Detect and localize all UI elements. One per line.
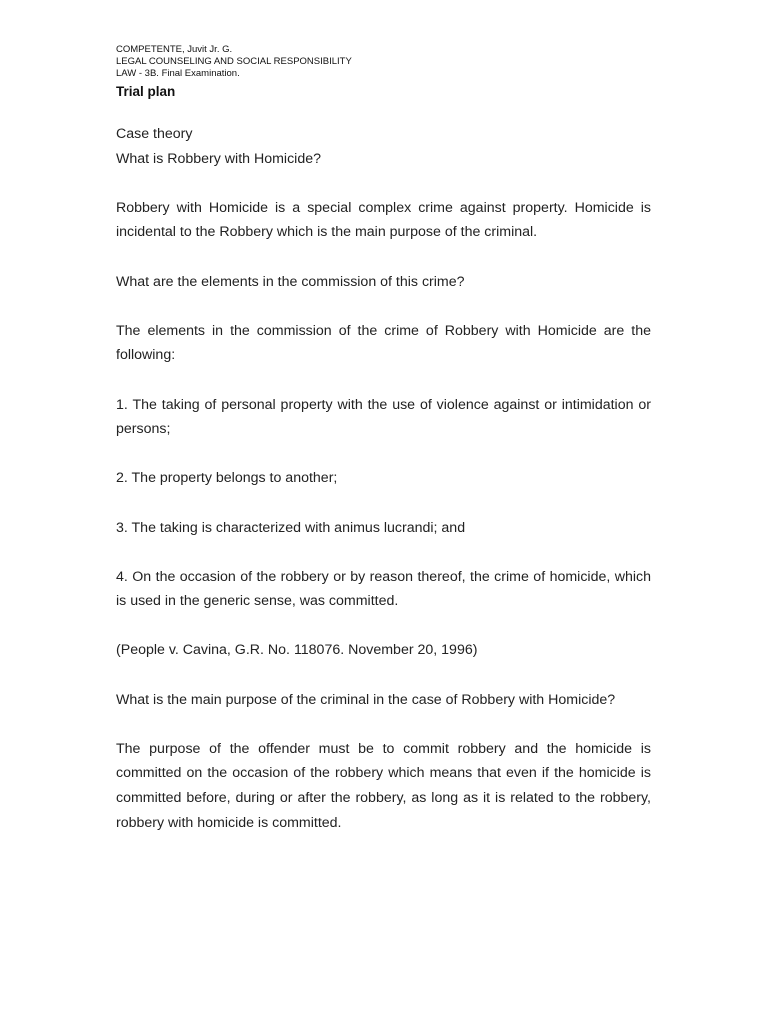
element-4: 4. On the occasion of the robbery or by reason thereof, the crime of homicide, which is used in the generic sense, was committed. [116,568,651,610]
course-name: LEGAL COUNSELING AND SOCIAL RESPONSIBILITY [116,56,352,67]
case-citation: (People v. Cavina, G.R. No. 118076. November 20, 1996) [116,642,478,659]
answer-2-intro: The elements in the commission of the crime of Robbery with Homicide are the following: [116,322,651,364]
element-3: 3. The taking is characterized with animus lucrandi; and [116,519,466,536]
question-2: What are the elements in the commission of this crime? [116,273,465,290]
question-3: What is the main purpose of the criminal in the case of Robbery with Homicide? [116,691,616,708]
class-exam-line: LAW - 3B. Final Examination. [116,68,240,79]
answer-1: Robbery with Homicide is a special complex crime against property. Homicide is incidental to the Robbery which is the main purpose of the criminal. [116,199,651,241]
section-heading: Case theory [116,126,193,142]
element-1: 1. The taking of personal property with the use of violence against or intimidation or persons; [116,396,651,438]
element-2: 2. The property belongs to another; [116,470,338,487]
answer-3: The purpose of the offender must be to commit robbery and the homicide is committed on the occasion of the robbery which means that even if the homicide is committed before, during or after the robbery, as long as it is related to the robbery, robbery with homicide is committed. [116,740,651,831]
author-name: COMPETENTE, Juvit Jr. G. [116,44,233,55]
question-1: What is Robbery with Homicide? [116,150,322,167]
document-page [116,44,651,835]
document-title: Trial plan [116,84,176,99]
